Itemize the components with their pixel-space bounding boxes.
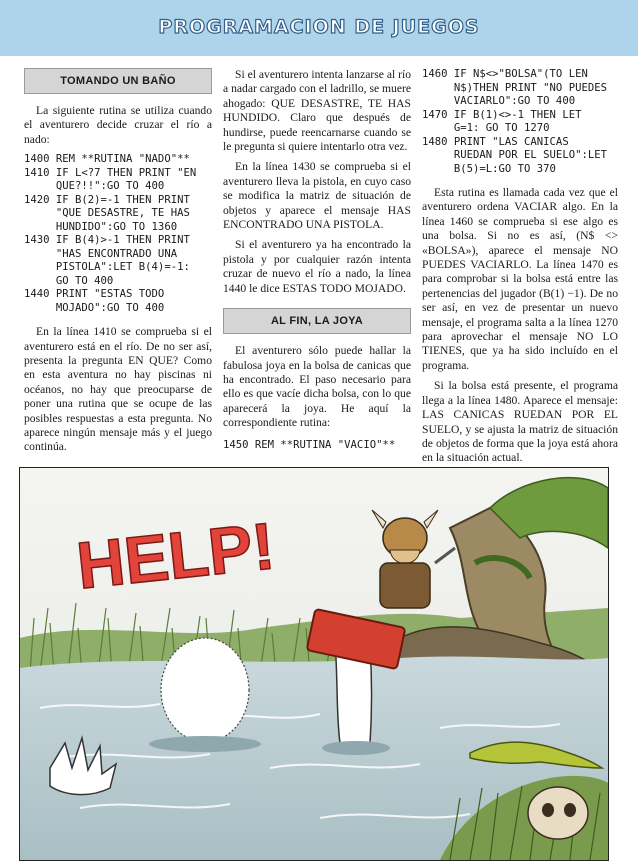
paragraph: El aventurero sólo puede hallar la fabulosa joya en la bolsa de canicas que ha encontrado. El paso necesario para ello es que vacíe dicha bolsa, con lo que aparecerá la joya. He aquí la correspondiente rutina: (223, 344, 411, 430)
help-exclamation: HELP! (73, 508, 278, 603)
river-illustration (19, 467, 609, 861)
paragraph: Si el aventurero intenta lanzarse al río a nadar cargado con el ladrillo, se muere ahogado: QUE DESASTRE, TE HAS HUNDIDO. Claro que después de hundirse, puede reencarnarse cuando se le pregunta si quiere intentarlo otra vez. (223, 68, 411, 154)
column-2 (223, 68, 411, 462)
paragraph: Si el aventurero ya ha encontrado la pistola y por cualquier razón intenta cruzar de nuevo el río a nado, la línea 1440 le dice ESTAS TODO MOJADO. (223, 238, 411, 295)
paragraph: En la línea 1430 se comprueba si el aventurero lleva la pistola, en cuyo caso se modifica la matriz de situación de objetos y aparece el mensaje HAS ENCONTRADO UNA PISTOLA. (223, 160, 411, 232)
paragraph: Esta rutina es llamada cada vez que el aventurero ordena VACIAR algo. En la línea 1460 se comprueba si ese algo es una bolsa. Si no es así, (N$ <> «BOLSA»), aparece el mensaje NO PUEDES VACIARLO. La línea 1470 es para comprobar si la bolsa está entre las pertenencias del jugador (B(1) −1). De no ser así, en vez de presentar un nuevo mensaje, el programa salta a la línea 1270 para aprovechar el mensaje NO LO TIENES, que ya ha sido incluído en el programa. (422, 186, 618, 372)
illustration-canvas (20, 468, 608, 860)
section-heading-tomando-un-bano: TOMANDO UN BAÑO (24, 68, 212, 94)
paragraph: En la línea 1410 se comprueba si el aventurero está en el río. De no ser así, presenta la pregunta EN QUE? Como en esta aventura no hay piscinas ni océanos, no hay que preocuparse de poner una rutina que se ocupe de las posibles respuestas a esta pregunta. No aparece ningún mensaje más y el juego continúa. (24, 325, 212, 454)
code-listing-nado: 1400 REM **RUTINA "NADO"** 1410 IF L<?7 THEN PRINT "EN QUE?!!":GO TO 400 1420 IF B(2)=-1 THEN PRINT "QUE DESASTRE, TE HAS HUNDIDO":GO TO 1360 1430 IF B(4)>-1 THEN PRINT "HAS ENCONTRADO UNA PISTOLA":LET B(4)=-1: GO TO 400 1440 PRINT "ESTAS TODO MOJADO":GO TO 400 (24, 153, 197, 314)
skull (528, 787, 588, 839)
paragraph: Si la bolsa está presente, el programa llega a la línea 1480. Aparece el mensaje: LAS CANICAS RUEDAN POR EL SUELO, y se ajusta la matriz de situación de objetos de forma que la joya está ahora en la situación actual. (422, 379, 618, 465)
header-banner (0, 0, 638, 56)
column-3 (422, 68, 618, 472)
column-1 (24, 68, 212, 461)
page-title: PROGRAMACION DE JUEGOS (158, 16, 480, 38)
paragraph: La siguiente rutina se utiliza cuando el aventurero decide cruzar el río a nado: (24, 104, 212, 146)
code-listing-vacio-cont: 1460 IF N$<>"BOLSA"(TO LEN N$)THEN PRINT "NO PUEDES VACIARLO":GO TO 400 1470 IF B(1)<>-1 THEN LET G=1: GO TO 1270 1480 PRINT "LAS CANICAS RUEDAN POR EL SUELO":LET B(5)=L:GO TO 370 (422, 68, 607, 175)
section-heading-al-fin-la-joya: AL FIN, LA JOYA (223, 308, 411, 334)
code-listing-vacio: 1450 REM **RUTINA "VACIO"** (223, 438, 396, 451)
